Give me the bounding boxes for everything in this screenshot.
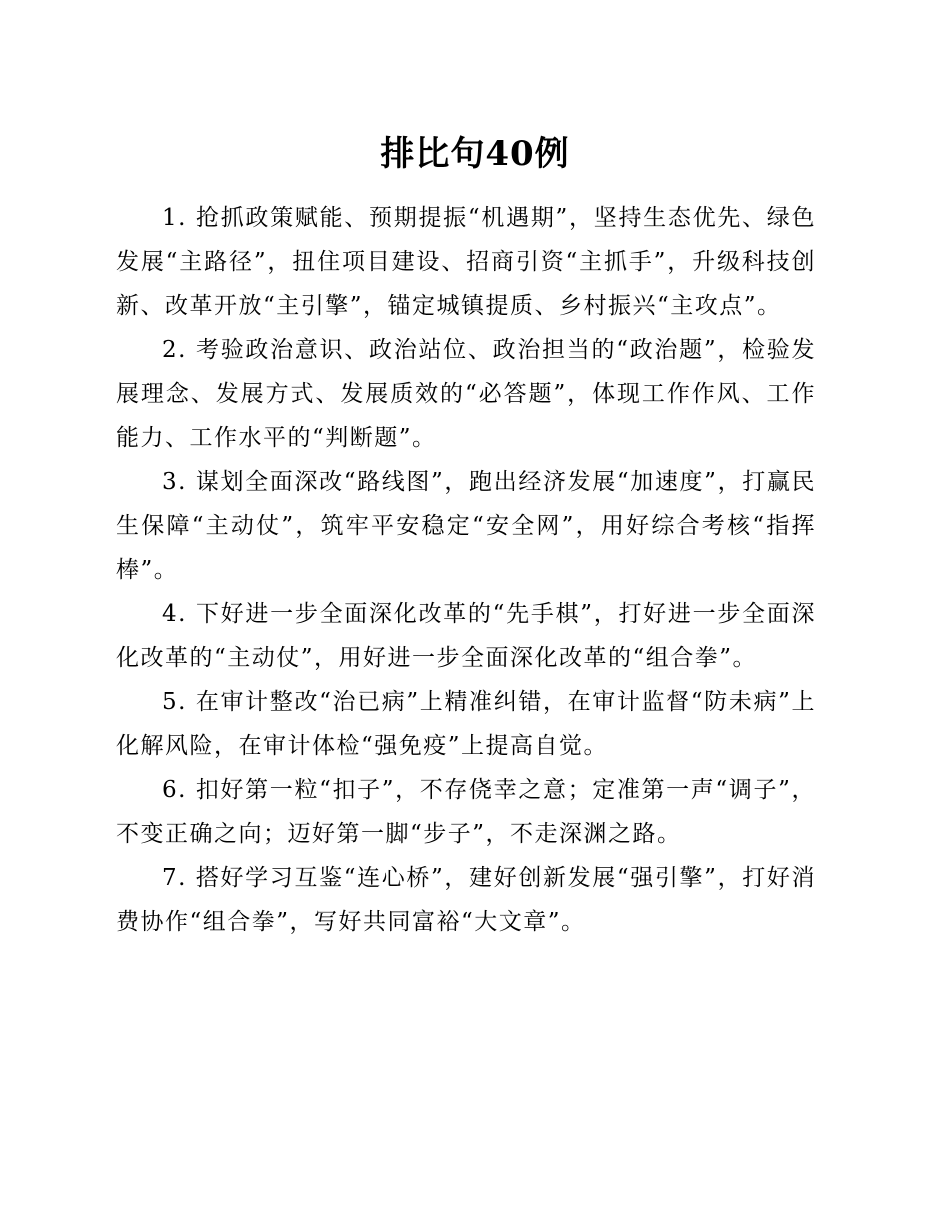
paragraph-5: 5. 在审计整改“治已病”上精准纠错，在审计监督“防未病”上化解风险，在审计体检“强免疫”上提高自觉。 <box>116 689 816 759</box>
paragraph-1: 1. 抢抓政策赋能、预期提振“机遇期”，坚持生态优先、绿色发展“主路径”，扭住项目建设、招商引资“主抓手”，升级科技创新、改革开放“主引擎”，锚定城镇提质、乡村振兴“主攻点”。 <box>116 205 816 319</box>
paragraph-7: 7. 搭好学习互鉴“连心桥”，建好创新发展“强引擎”，打好消费协作“组合拳”，写好共同富裕“大文章”。 <box>116 865 816 935</box>
paragraph-6: 6. 扣好第一粒“扣子”，不存侥幸之意；定准第一声“调子”，不变正确之向；迈好第一脚“步子”，不走深渊之路。 <box>116 777 816 847</box>
document-title: 排比句40例 <box>380 134 570 174</box>
paragraph-3: 3. 谋划全面深改“路线图”，跑出经济发展“加速度”，打赢民生保障“主动仗”，筑牢平安稳定“安全网”，用好综合考核“指挥棒”。 <box>116 469 816 583</box>
document-body <box>116 196 816 944</box>
paragraph-2: 2. 考验政治意识、政治站位、政治担当的“政治题”，检验发展理念、发展方式、发展质效的“必答题”，体现工作作风、工作能力、工作水平的“判断题”。 <box>116 337 816 451</box>
paragraph-4: 4. 下好进一步全面深化改革的“先手棋”，打好进一步全面深化改革的“主动仗”，用好进一步全面深化改革的“组合拳”。 <box>116 601 816 671</box>
